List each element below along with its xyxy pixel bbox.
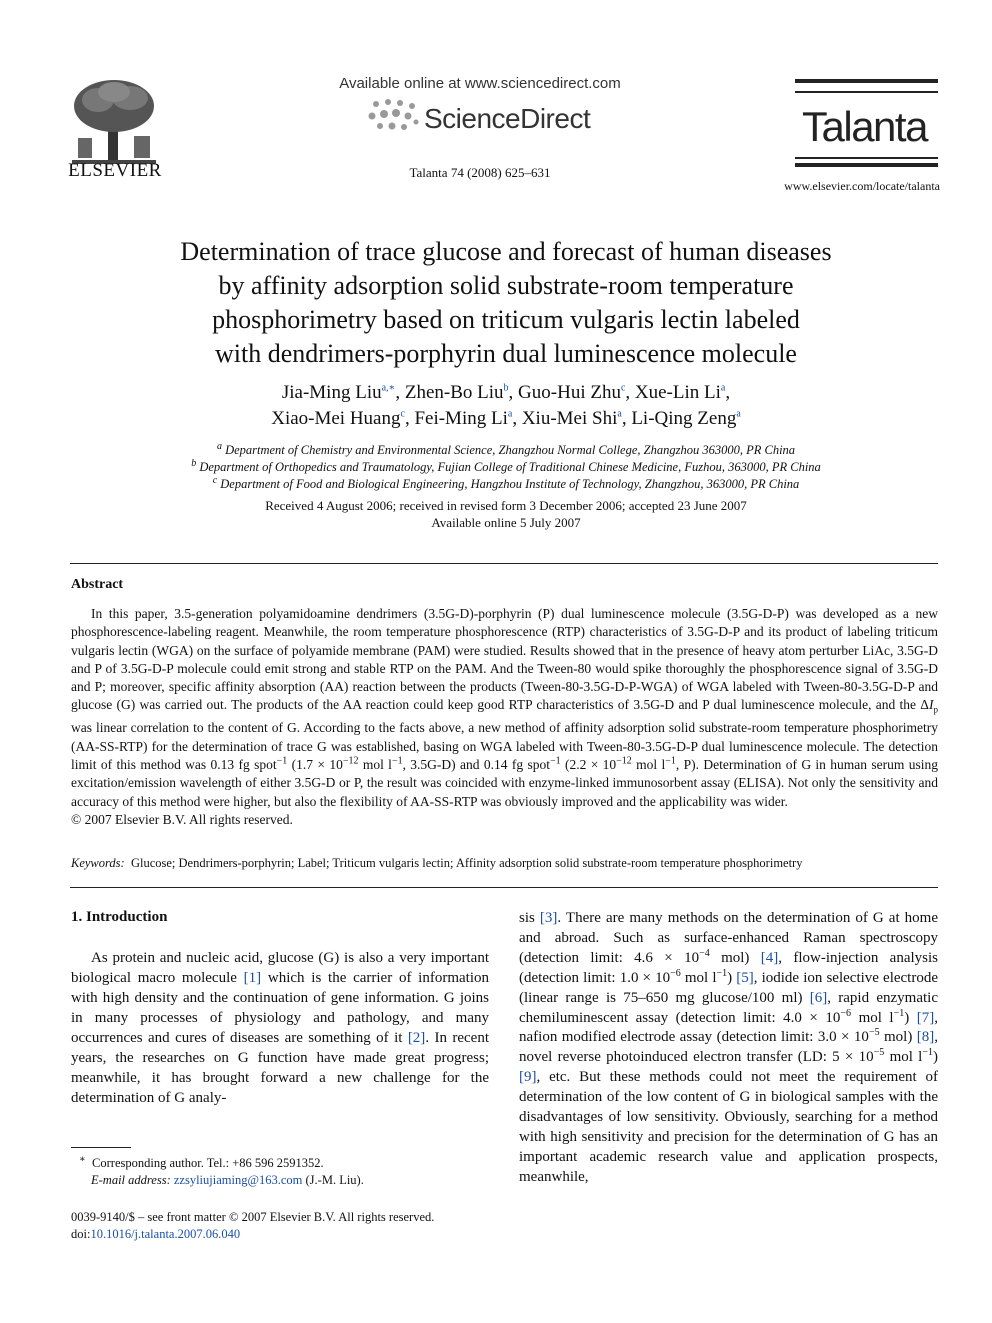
author-name: Xiao-Mei Huang xyxy=(271,408,401,429)
affiliation-mark: c xyxy=(212,474,218,486)
sciencedirect-dots-icon xyxy=(366,98,422,134)
intro-paragraph-continued: sis [3]. There are many methods on the determination of G at home and abroad. Such as surface-enhanced Raman spectroscopy (detection limit: $4.6 \times 10^{-4}$ mol) [4], flow-injection analysis (detection limit: $1.0 \times 10^{-6}$ mol $l^{-1}$) [5], iodide ion selective electrode (linear range is 75–650 mg glucose/100 ml) [6], rapid enzymatic chemiluminescent assay (detection limit: $4.0 \times 10^{-6}$ mol $l^{-1}$) [7], nafion modified electrode assay (detection limit: $3.0 \times 10^{-5}$ mol) [8], novel reverse photoinduced electron transfer (LD: $5 \times 10^{-5}$ mol $l^{-1}$) [9], etc. But these methods could not meet the requirement of determination of the low content of G in biological samples with the disadvantages of low sensitivity. Obviously, searching for a method with high sensitivity and precision for the determination of G has an important academic research value and application prospects, meanwhile, xyxy=(519,910,939,1185)
elsevier-tree-logo-icon xyxy=(68,78,160,166)
author-affiliation-mark[interactable]: a xyxy=(617,408,622,420)
available-online-link[interactable]: Available online at www.sciencedirect.com xyxy=(339,75,621,92)
author-name: Xue-Lin Li xyxy=(634,382,721,403)
journal-citation: Talanta 74 (2008) 625–631 xyxy=(409,165,551,180)
author-separator: , xyxy=(621,408,632,429)
abstract-body xyxy=(71,605,938,829)
affiliation-item xyxy=(60,476,952,493)
author-name: Fei-Ming Li xyxy=(414,408,508,429)
author-separator: , xyxy=(395,382,405,403)
affiliations xyxy=(60,442,952,493)
title-line: phosphorimetry based on triticum vulgaris lectin labeled xyxy=(212,305,800,334)
ref-link[interactable]: [7] xyxy=(916,1009,935,1026)
abstract-text: In this paper, 3.5-generation polyamidoamine dendrimers (3.5G-D)-porphyrin (P) dual luminescence molecule (3.5G-D-P) was developed as a new phosphorescence-labeling reagent. Meanwhile, the room temperature phosphorescence (RTP) characteristics of 3.5G-D-P and its product of labeling triticum vulgaris lectin (WGA) on the surface of polyamide membrane (PAM) were studied. Results showed that in the presence of heavy atom perturber LiAc, 3.5G-D and P of 3.5G-D-P molecule could emit strong and stable RTP on the PAM. And the Tween-80 would spike thoroughly the phosphorescence signal of 3.5G-D and P; moreover, specific affinity absorption (AA) reaction between the products (Tween-80-3.5G-D-P-WGA) of WGA labeled with Tween-80-3.5G-D-P and glucose (G) was carried out. The products of the AA reaction could keep good RTP characteristics of 3.5G-D and P dual luminescence molecule, and the $\Delta I_p$ was linear correlation to the content of G. According to the facts above, a new method of affinity adsorption solid substrate-room temperature phosphorimetry (AA-SS-RTP) for the determination of trace G was established, basing on WGA labeled with Tween-80-3.5G-D-P dual luminescence molecule. The detection limit of this method was 0.13 fg spot$^{-1}$ ($1.7 \times 10^{-12}$ mol $l^{-1}$, 3.5G-D) and 0.14 fg spot$^{-1}$ ($2.2 \times 10^{-12}$ mol $l^{-1}$, P). Determination of G in human serum using excitation/emission wavelength of either 3.5G-D or P, the result was coincided with enzyme-linked immunosorbent assay (ELISA). Not only the sensitivity and accuracy of this method were higher, but also the flexibility of AA-SS-RTP was obviously improved and the applicability was wider. xyxy=(71,606,938,809)
section-heading-introduction: 1. Introduction xyxy=(71,909,168,925)
footnote-email xyxy=(71,1172,491,1189)
keywords xyxy=(71,856,938,871)
author-separator: , xyxy=(508,382,519,403)
journal-name: Talanta xyxy=(802,103,927,150)
title-line: by affinity adsorption solid substrate-room temperature xyxy=(218,271,794,300)
author-affiliation-mark[interactable]: c xyxy=(400,408,405,420)
ref-link[interactable]: [3] xyxy=(539,910,558,926)
ref-link[interactable]: [8] xyxy=(916,1029,935,1046)
author-name: Xiu-Mei Shi xyxy=(521,408,618,429)
available-online-date: Available online 5 July 2007 xyxy=(431,515,581,530)
abstract-bottom-rule xyxy=(70,887,938,888)
footnote-rule xyxy=(71,1147,131,1148)
footnote-mark: ∗ xyxy=(79,1153,86,1165)
email-owner: (J.-M. Liu). xyxy=(305,1173,364,1187)
author-affiliation-mark[interactable]: a,∗ xyxy=(381,382,396,394)
sciencedirect-logo[interactable]: ScienceDirect xyxy=(424,103,591,134)
doi-label: doi: xyxy=(71,1227,91,1241)
ref-link[interactable]: [9] xyxy=(519,1069,537,1086)
keywords-text: Glucose; Dendrimers-porphyrin; Label; Triticum vulgaris lectin; Affinity adsorption solid substrate-room temperature phosphorimetry xyxy=(130,856,803,870)
author-affiliation-mark[interactable]: c xyxy=(620,382,626,394)
author-separator: , xyxy=(404,408,415,429)
author-name: Zhen-Bo Liu xyxy=(404,382,504,403)
article-title xyxy=(100,235,912,371)
affiliation-text: Department of Chemistry and Environmental Science, Zhangzhou Normal College, Zhangzhou 363000, PR China xyxy=(225,443,796,457)
author-affiliation-mark[interactable]: a xyxy=(736,408,741,420)
affiliation-text: Department of Orthopedics and Traumatology, Fujian College of Traditional Chinese Medicine, Fuzhou, 363000, PR China xyxy=(199,460,821,474)
intro-paragraph: As protein and nucleic acid, glucose (G) is also a very important biological macro molecule [1] which is the carrier of information with high density and the continuation of gene information. G joins in many processes of physiology and pathology, and many occurrences and cures of diseases are something of it [2]. In recent years, the researches on G function have made great progress; meanwhile, it has brought forward a new challenge for the determination of G analy- xyxy=(71,950,489,1106)
author-affiliation-mark[interactable]: b xyxy=(503,382,509,394)
author-name: Li-Qing Zeng xyxy=(631,408,737,429)
ref-link[interactable]: [1] xyxy=(243,970,262,986)
affiliation-mark: b xyxy=(191,457,197,469)
author-separator: , xyxy=(512,408,522,429)
front-matter-text: 0039-9140/$ – see front matter © 2007 Elsevier B.V. All rights reserved. xyxy=(71,1210,435,1224)
email-label: E-mail address: xyxy=(91,1173,171,1187)
keywords-label: Keywords: xyxy=(71,856,125,870)
title-line: Determination of trace glucose and forecast of human diseases xyxy=(180,237,832,266)
received-dates: Received 4 August 2006; received in revised form 3 December 2006; accepted 23 June 2007 xyxy=(265,498,747,513)
abstract-top-rule xyxy=(70,563,938,564)
journal-rule-top-2 xyxy=(795,91,938,93)
elsevier-wordmark[interactable]: ELSEVIER xyxy=(68,160,162,181)
author-list xyxy=(100,380,912,432)
copyright-line: © 2007 Elsevier B.V. All rights reserved. xyxy=(71,811,293,827)
journal-url-link[interactable]: www.elsevier.com/locate/talanta xyxy=(784,179,940,193)
article-history xyxy=(100,497,912,531)
abstract-heading: Abstract xyxy=(71,577,124,592)
ref-link[interactable]: [6] xyxy=(809,989,828,1006)
front-matter xyxy=(71,1209,491,1243)
author-name: Guo-Hui Zhu xyxy=(518,382,621,403)
footnotes xyxy=(71,1155,491,1189)
ref-link[interactable]: [5] xyxy=(736,969,754,986)
doi-line xyxy=(71,1226,491,1243)
intro-left-column xyxy=(71,948,489,1108)
affiliation-item xyxy=(60,459,952,476)
email-link[interactable]: zzsyliujiaming@163.com xyxy=(173,1173,303,1187)
author-separator: , xyxy=(625,382,635,403)
author-affiliation-mark[interactable]: a xyxy=(720,382,726,394)
affiliation-mark: a xyxy=(216,440,222,452)
journal-rule-top xyxy=(795,79,938,83)
author-name: Jia-Ming Liu xyxy=(281,382,382,403)
intro-right-column xyxy=(519,909,938,1188)
title-line: with dendrimers-porphyrin dual luminescence molecule xyxy=(215,339,797,368)
ref-link[interactable]: [2] xyxy=(407,1030,426,1046)
doi-link[interactable]: 10.1016/j.talanta.2007.06.040 xyxy=(90,1227,241,1241)
journal-rule-mid xyxy=(795,157,938,159)
journal-rule-bottom xyxy=(795,163,938,167)
footnote-corresponding-text: Corresponding author. Tel.: +86 596 2591352. xyxy=(92,1156,324,1170)
affiliation-item xyxy=(60,442,952,459)
author-affiliation-mark[interactable]: a xyxy=(507,408,513,420)
author-separator: , xyxy=(725,382,731,403)
affiliation-text: Department of Food and Biological Engineering, Hangzhou Institute of Technology, Zhangzhou, 363000, PR China xyxy=(220,477,800,491)
ref-link[interactable]: [4] xyxy=(760,949,779,966)
footnote-corresponding xyxy=(71,1155,491,1172)
